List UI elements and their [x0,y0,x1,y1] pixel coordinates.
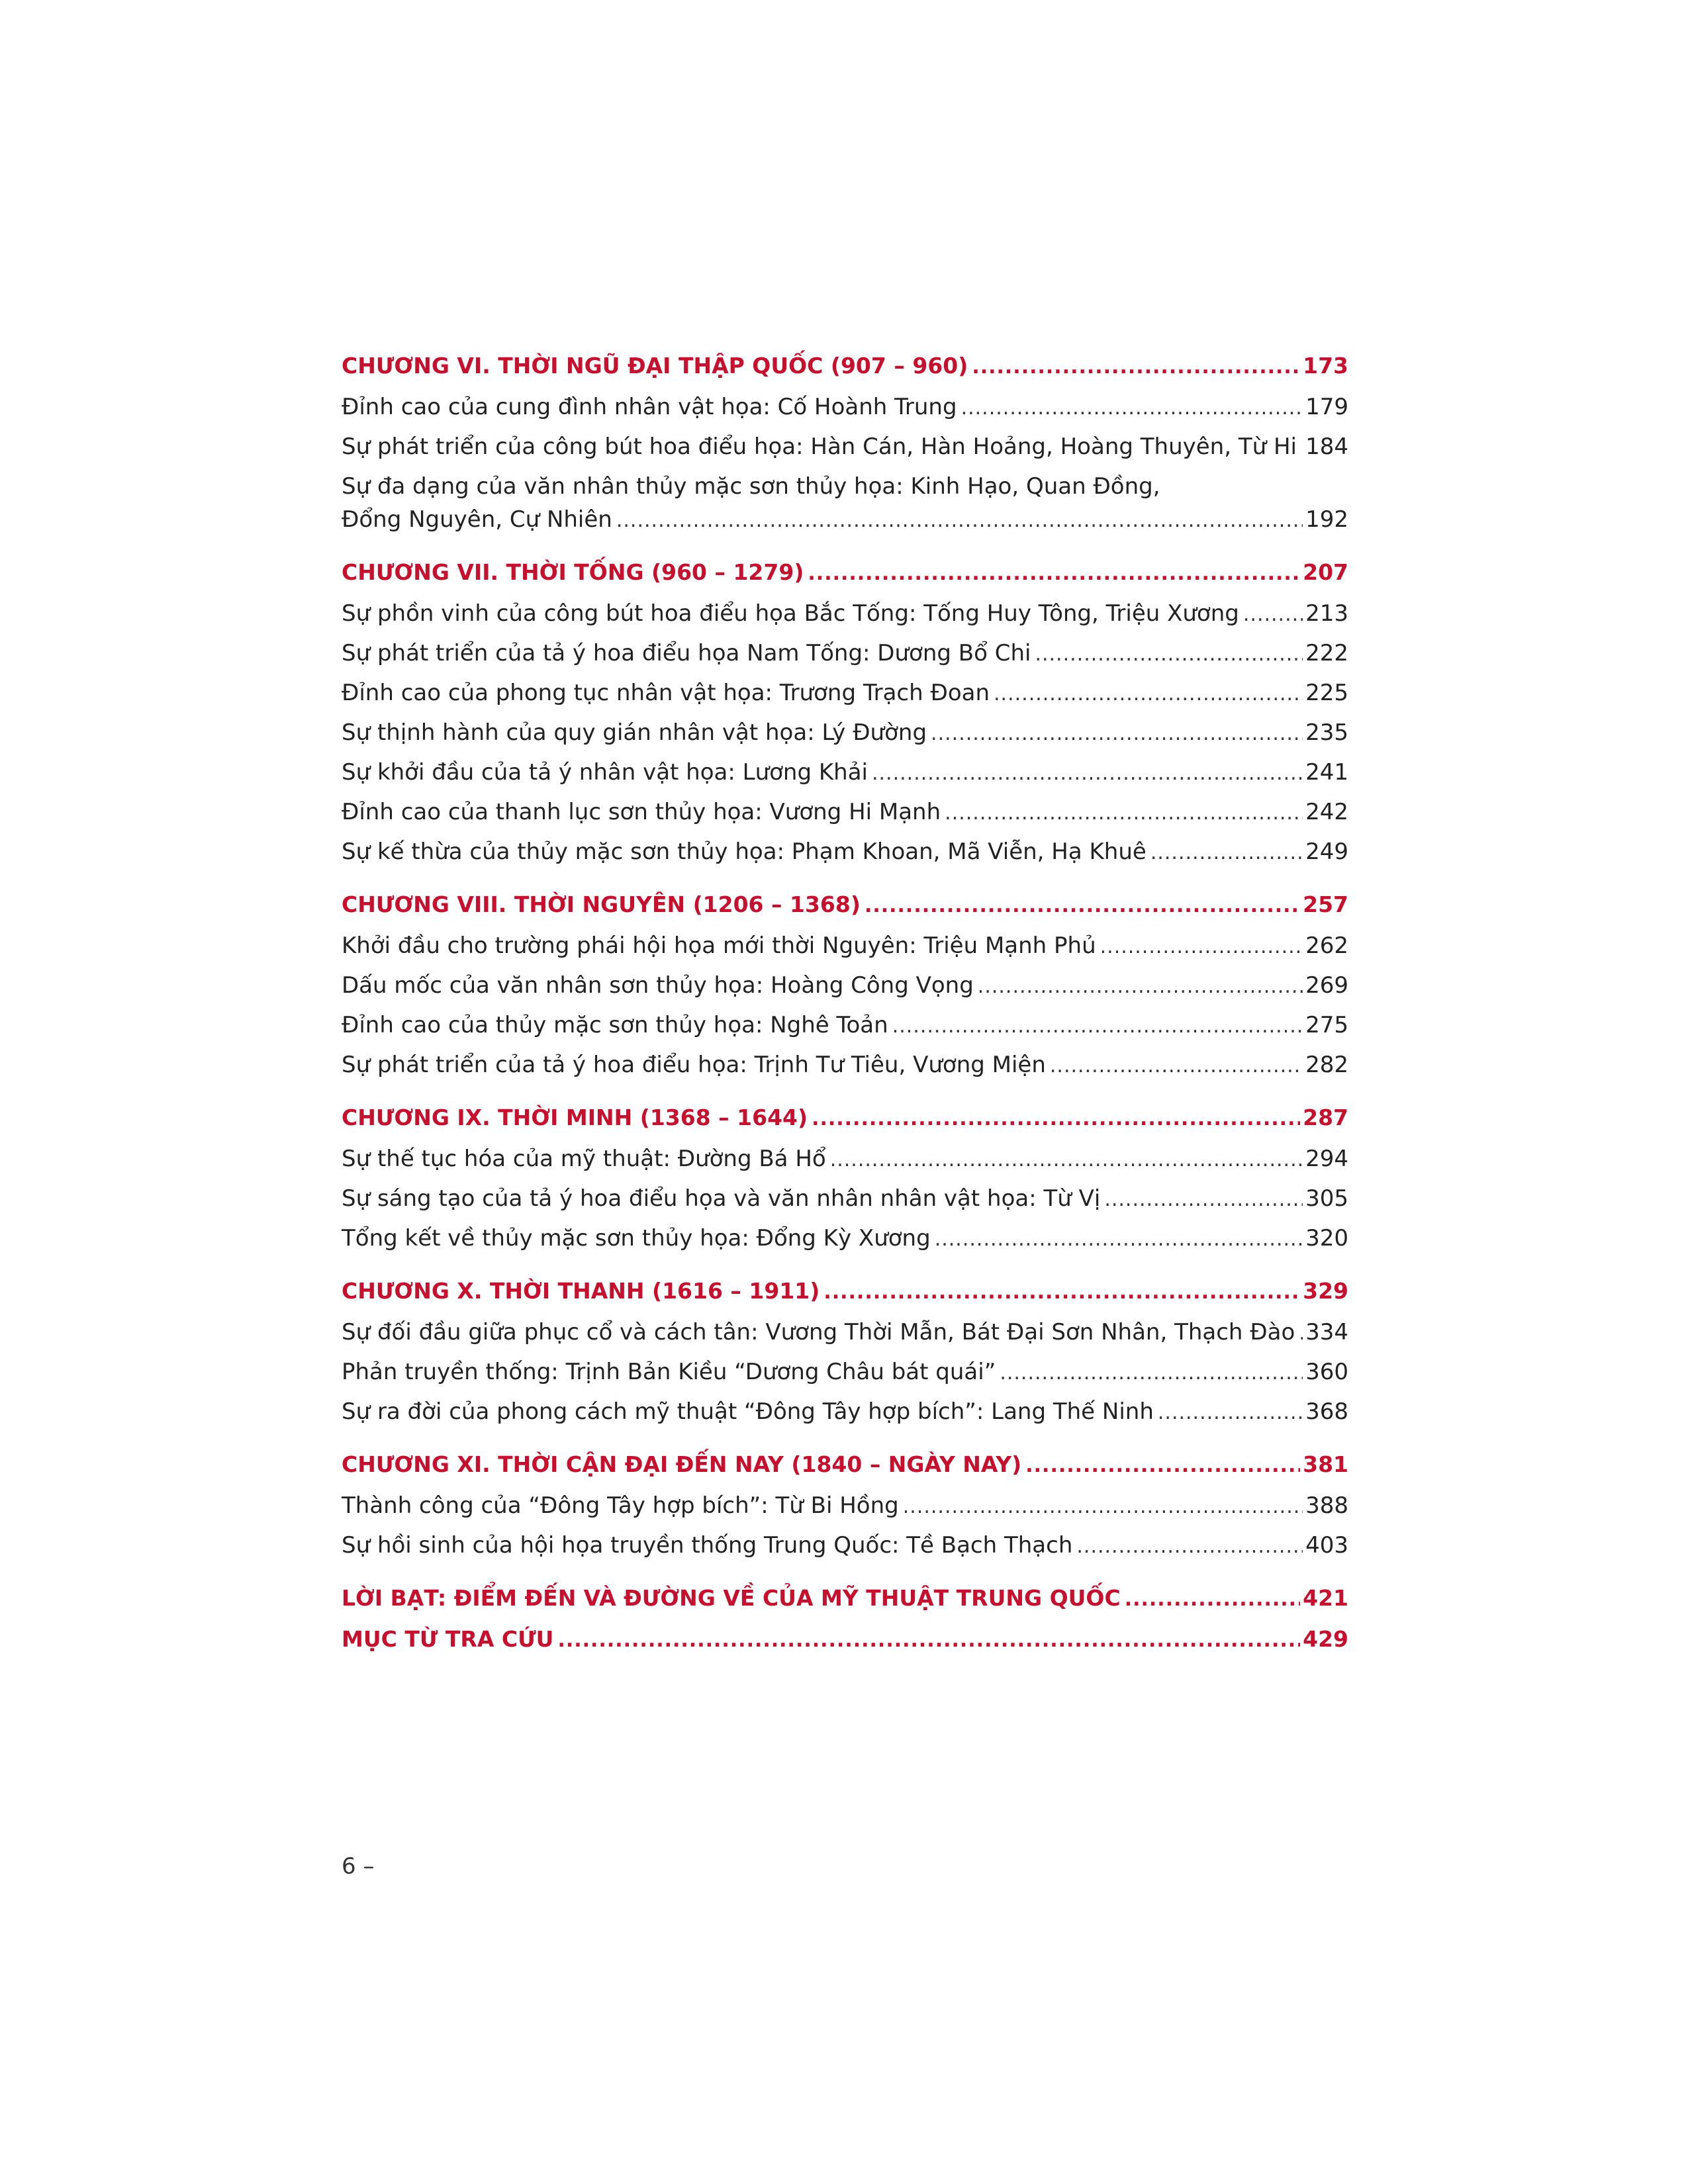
entry-page: 241 [1305,759,1348,786]
dot-leader [994,684,1303,704]
dot-leader [1104,1190,1303,1210]
chapter-group-11 [342,1453,1348,1557]
entry-page: 320 [1305,1225,1348,1251]
dot-leader [1025,1456,1300,1476]
dot-leader [1100,937,1303,957]
chapter-title: CHƯƠNG VII. THỜI TỐNG (960 – 1279) [342,559,804,585]
entry-page: 368 [1305,1398,1348,1425]
dot-leader [903,1497,1303,1517]
dot-leader [1125,1590,1300,1610]
table-of-contents [342,355,1348,1669]
entry-title-line-2: Đổng Nguyên, Cự Nhiên [342,506,612,533]
back-matter [342,1587,1348,1651]
entry-title: Sự phồn vinh của công bút hoa điểu họa Bắc Tống: Tống Huy Tông, Triệu Xương [342,600,1239,627]
toc-entry[interactable] [342,602,1348,625]
entry-title: Sự thịnh hành của quy gián nhân vật họa: Lý Đường [342,719,927,746]
chapter-page: 287 [1303,1105,1348,1130]
chapter-heading[interactable] [342,355,1348,377]
toc-entry[interactable] [342,682,1348,704]
dot-leader [931,724,1303,744]
chapter-title: CHƯƠNG VI. THỜI NGŨ ĐẠI THẬP QUỐC (907 – 960) [342,353,968,379]
entry-page: 235 [1305,719,1348,746]
chapter-group-7 [342,561,1348,863]
chapter-heading[interactable] [342,1107,1348,1129]
entry-title: Đỉnh cao của thủy mặc sơn thủy họa: Nghê Toản [342,1012,888,1038]
toc-entry[interactable] [342,974,1348,997]
toc-entry[interactable] [342,1187,1348,1210]
entry-title: Sự khởi đầu của tả ý nhân vật họa: Lương Khải [342,759,868,786]
toc-entry[interactable] [342,1227,1348,1250]
chapter-title: CHƯƠNG VIII. THỜI NGUYÊN (1206 – 1368) [342,891,861,917]
chapter-heading[interactable] [342,1280,1348,1302]
entry-page: 262 [1305,933,1348,959]
chapter-heading[interactable] [342,561,1348,584]
dot-leader [812,1109,1300,1129]
entry-page: 294 [1305,1146,1348,1172]
page-number: 6 – [342,1853,375,1880]
entry-title: Sự phát triển của tả ý hoa điểu họa: Trịnh Tư Tiêu, Vương Miện [342,1052,1046,1078]
chapter-page: 207 [1303,559,1348,585]
chapter-page: 173 [1303,353,1348,379]
chapter-group-10 [342,1280,1348,1423]
entry-title: Đỉnh cao của cung đình nhân vật họa: Cố Hoành Trung [342,394,957,420]
toc-entry[interactable] [342,934,1348,957]
entry-title-line-1: Sự đa dạng của văn nhân thủy mặc sơn thủy họa: Kinh Hạo, Quan Đồng, [342,473,1160,500]
chapter-group-9 [342,1107,1348,1250]
index-page: 429 [1303,1626,1348,1652]
entry-page: 242 [1305,799,1348,825]
entry-page: 213 [1305,600,1348,627]
toc-entry[interactable] [342,1054,1348,1076]
entry-title: Đỉnh cao của thanh lục sơn thủy họa: Vương Hi Mạnh [342,799,941,825]
chapter-group-8 [342,893,1348,1076]
toc-entry[interactable] [342,1494,1348,1517]
toc-entry[interactable] [342,841,1348,863]
dot-leader [972,357,1300,377]
entry-page: 360 [1305,1359,1348,1385]
chapter-page: 329 [1303,1278,1348,1304]
entry-page: 388 [1305,1492,1348,1519]
toc-entry[interactable] [342,396,1348,418]
entry-page: 249 [1305,839,1348,865]
chapter-title: CHƯƠNG X. THỜI THANH (1616 – 1911) [342,1278,820,1304]
dot-leader [1076,1537,1303,1557]
entry-title: Khởi đầu cho trường phái hội họa mới thời Nguyên: Triệu Mạnh Phủ [342,933,1096,959]
chapter-page: 381 [1303,1451,1348,1477]
entry-page: 225 [1305,680,1348,706]
toc-entry[interactable] [342,642,1348,664]
dot-leader [978,977,1303,997]
toc-entry[interactable] [342,1148,1348,1170]
chapter-heading[interactable] [342,893,1348,916]
entry-title: Sự ra đời của phong cách mỹ thuật “Đông Tây hợp bích”: Lang Thế Ninh [342,1398,1154,1425]
toc-entry[interactable] [342,1534,1348,1557]
afterword-page: 421 [1303,1585,1348,1611]
dot-leader [935,1230,1303,1250]
afterword-heading[interactable] [342,1587,1348,1610]
toc-entry[interactable] [342,1400,1348,1423]
dot-leader [557,1631,1300,1651]
toc-entry[interactable] [342,1014,1348,1036]
entry-title: Sự đối đầu giữa phục cổ và cách tân: Vương Thời Mẫn, Bát Đại Sơn Nhân, Thạch Đào [342,1319,1295,1345]
entry-title: Thành công của “Đông Tây hợp bích”: Từ Bi Hồng [342,1492,899,1519]
entry-page: 334 [1305,1319,1348,1345]
dot-leader [823,1283,1300,1302]
entry-title: Dấu mốc của văn nhân sơn thủy họa: Hoàng Công Vọng [342,972,974,999]
entry-page: 179 [1305,394,1348,420]
dot-leader [1150,843,1303,863]
entry-page: 282 [1305,1052,1348,1078]
toc-entry-multiline[interactable] [342,475,1348,531]
afterword-title: LỜI BẠT: ĐIỂM ĐẾN VÀ ĐƯỜNG VỀ CỦA MỸ THUẬT TRUNG QUỐC [342,1585,1121,1611]
dot-leader [945,803,1303,823]
toc-entry[interactable] [342,761,1348,784]
dot-leader [872,764,1303,784]
entry-title: Đỉnh cao của phong tục nhân vật họa: Trương Trạch Đoan [342,680,990,706]
entry-title: Sự kế thừa của thủy mặc sơn thủy họa: Phạm Khoan, Mã Viễn, Hạ Khuê [342,839,1147,865]
chapter-title: CHƯƠNG XI. THỜI CẬN ĐẠI ĐẾN NAY (1840 – NGÀY NAY) [342,1451,1022,1477]
dot-leader [1035,645,1303,664]
chapter-heading[interactable] [342,1453,1348,1476]
dot-leader [616,511,1303,531]
toc-entry[interactable] [342,1361,1348,1383]
entry-title: Sự hồi sinh của hội họa truyền thống Trung Quốc: Tề Bạch Thạch [342,1532,1073,1559]
entry-title: Sự sáng tạo của tả ý hoa điểu họa và văn nhân nhân vật họa: Từ Vị [342,1185,1101,1212]
toc-entry[interactable] [342,435,1348,458]
entry-page: 269 [1305,972,1348,999]
dot-leader [961,398,1303,418]
chapter-title: CHƯƠNG IX. THỜI MINH (1368 – 1644) [342,1105,808,1130]
dot-leader [830,1150,1303,1170]
dot-leader [1158,1403,1303,1423]
dot-leader [1000,1363,1303,1383]
entry-page: 222 [1305,640,1348,666]
index-heading[interactable] [342,1628,1348,1651]
index-title: MỤC TỪ TRA CỨU [342,1626,554,1652]
entry-title-line-2-row [342,508,1348,531]
dot-leader [892,1017,1303,1036]
entry-page: 305 [1305,1185,1348,1212]
entry-page: 192 [1305,506,1348,533]
toc-entry[interactable] [342,721,1348,744]
entry-title: Sự phát triển của tả ý hoa điểu họa Nam Tống: Dương Bổ Chi [342,640,1031,666]
dot-leader [1243,605,1303,625]
entry-title: Tổng kết về thủy mặc sơn thủy họa: Đổng Kỳ Xương [342,1225,931,1251]
entry-page: 184 [1305,433,1348,460]
entry-title: Sự thế tục hóa của mỹ thuật: Đường Bá Hổ [342,1146,826,1172]
dot-leader [865,896,1300,916]
toc-entry[interactable] [342,801,1348,823]
toc-entry[interactable] [342,1321,1348,1343]
entry-page: 403 [1305,1532,1348,1559]
dot-leader [808,564,1300,584]
entry-title: Sự phát triển của công bút hoa điểu họa: Hàn Cán, Hàn Hoảng, Hoàng Thuyên, Từ Hi [342,433,1297,460]
entry-title: Phản truyền thống: Trịnh Bản Kiều “Dương Châu bát quái” [342,1359,996,1385]
entry-page: 275 [1305,1012,1348,1038]
dot-leader [1050,1056,1303,1076]
chapter-group-6 [342,355,1348,531]
chapter-page: 257 [1303,891,1348,917]
